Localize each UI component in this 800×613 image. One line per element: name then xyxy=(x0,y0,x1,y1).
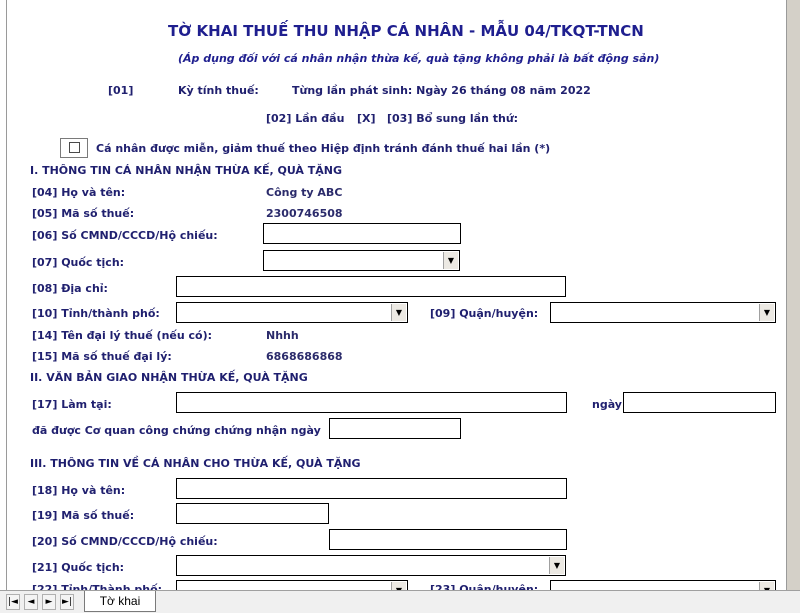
tax-agent-code-label: [15] Mã số thuế đại lý: xyxy=(32,350,172,363)
vertical-scrollbar[interactable] xyxy=(786,0,800,590)
chevron-down-icon[interactable]: ▼ xyxy=(391,304,406,321)
sheet-left-border xyxy=(6,0,7,590)
period-code: [01] xyxy=(108,84,134,97)
tax-agent-name-label: [14] Tên đại lý thuế (nếu có): xyxy=(32,329,213,342)
checkbox-icon xyxy=(69,142,80,153)
next-sheet-icon[interactable]: ► xyxy=(42,594,56,610)
taxpayer-id-input[interactable] xyxy=(263,223,461,244)
taxpayer-name-value: Công ty ABC xyxy=(266,186,343,199)
chevron-down-icon[interactable]: ▼ xyxy=(759,304,774,321)
exemption-checkbox[interactable] xyxy=(60,138,88,158)
exemption-label: Cá nhân được miễn, giảm thuế theo Hiệp định tránh đánh thuế hai lần (*) xyxy=(96,142,551,155)
taxpayer-nationality-select[interactable] xyxy=(263,250,460,271)
taxpayer-province-label: [10] Tỉnh/thành phố: xyxy=(32,307,160,320)
giver-name-label: [18] Họ và tên: xyxy=(32,484,126,497)
giver-tax-code-input[interactable] xyxy=(176,503,329,524)
made-at-label: [17] Làm tại: xyxy=(32,398,112,411)
first-sheet-icon[interactable]: |◄ xyxy=(6,594,20,610)
giver-nationality-select[interactable] xyxy=(176,555,566,576)
previous-sheet-icon[interactable]: ◄ xyxy=(24,594,38,610)
giver-nationality-label: [21] Quốc tịch: xyxy=(32,561,125,574)
sheet-tab-bar xyxy=(0,590,800,613)
taxpayer-nationality-label: [07] Quốc tịch: xyxy=(32,256,125,269)
sheet-tab-to-khai[interactable]: Tờ khai xyxy=(84,591,156,612)
taxpayer-district-select[interactable] xyxy=(550,302,776,323)
section-3-title: III. THÔNG TIN VỀ CÁ NHÂN CHO THỪA KẾ, QUÀ TẶNG xyxy=(30,457,361,470)
taxpayer-tax-code-label: [05] Mã số thuế: xyxy=(32,207,135,220)
notary-date-input[interactable] xyxy=(329,418,461,439)
taxpayer-name-label: [04] Họ và tên: xyxy=(32,186,126,199)
section-2-title: II. VĂN BẢN GIAO NHẬN THỪA KẾ, QUÀ TẶNG xyxy=(30,371,308,384)
section-1-title: I. THÔNG TIN CÁ NHÂN NHẬN THỪA KẾ, QUÀ TẶNG xyxy=(30,164,343,177)
tax-agent-code-value: 6868686868 xyxy=(266,350,343,363)
tax-agent-name-value: Nhhh xyxy=(266,329,299,342)
last-sheet-icon[interactable]: ►| xyxy=(60,594,74,610)
made-at-input[interactable] xyxy=(176,392,567,413)
date-label: ngày xyxy=(592,398,622,411)
chevron-down-icon[interactable]: ▼ xyxy=(549,557,564,574)
giver-name-input[interactable] xyxy=(176,478,567,499)
period-label: Kỳ tính thuế: xyxy=(178,84,259,97)
taxpayer-district-label: [09] Quận/huyện: xyxy=(430,307,539,320)
giver-tax-code-label: [19] Mã số thuế: xyxy=(32,509,135,522)
first-filing-mark[interactable]: [X] xyxy=(357,112,376,125)
taxpayer-province-select[interactable] xyxy=(176,302,408,323)
taxpayer-id-label: [06] Số CMND/CCCD/Hộ chiếu: xyxy=(32,229,218,242)
first-filing-label: [02] Lần đầu xyxy=(266,112,345,125)
date-input[interactable] xyxy=(623,392,776,413)
chevron-down-icon[interactable]: ▼ xyxy=(443,252,458,269)
taxpayer-address-input[interactable] xyxy=(176,276,566,297)
taxpayer-tax-code-value: 2300746508 xyxy=(266,207,343,220)
supplement-label: [03] Bổ sung lần thứ: xyxy=(387,112,519,125)
form-subtitle: (Áp dụng đối với cá nhân nhận thừa kế, quà tặng không phải là bất động sản) xyxy=(178,52,660,65)
giver-id-input[interactable] xyxy=(329,529,567,550)
notary-date-label: đã được Cơ quan công chứng chứng nhận ngày xyxy=(32,424,321,437)
period-value: Từng lần phát sinh: Ngày 26 tháng 08 năm 2022 xyxy=(292,84,591,97)
giver-id-label: [20] Số CMND/CCCD/Hộ chiếu: xyxy=(32,535,218,548)
taxpayer-address-label: [08] Địa chỉ: xyxy=(32,282,108,295)
form-title: TỜ KHAI THUẾ THU NHẬP CÁ NHÂN - MẪU 04/TKQT-TNCN xyxy=(168,22,644,40)
